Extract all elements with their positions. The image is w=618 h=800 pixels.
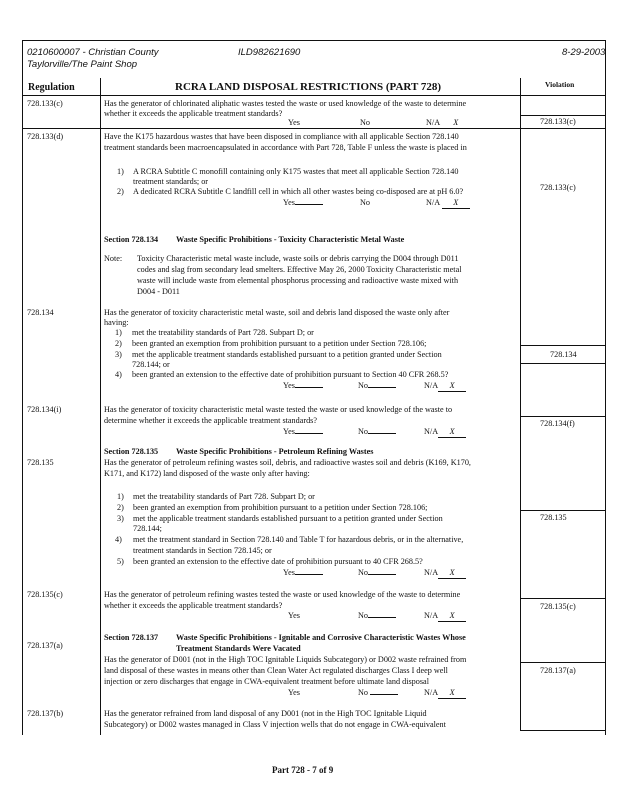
na-answer[interactable]: N/A X <box>426 118 470 129</box>
item-text: A RCRA Subtitle C monofill containing only K175 wastes that meet all applicable Section 728.140 <box>133 167 459 176</box>
question-text: Have the K175 hazardous wastes that have been disposed in compliance with all applicable Section 728.140 <box>104 132 459 141</box>
violation-rule <box>520 662 606 663</box>
violation-rule <box>520 115 606 116</box>
yes-label: Yes <box>288 611 300 620</box>
regulation-code: 728.134 <box>27 308 54 317</box>
section-title: Waste Specific Prohibitions - Ignitable and Corrosive Characteristic Wastes Whose <box>176 633 466 642</box>
violation-code: 728.133(c) <box>540 183 576 192</box>
no-label: No <box>360 118 371 127</box>
item-number: 2) <box>117 187 124 196</box>
section-number: Section 728.135 <box>104 447 159 456</box>
violation-rule <box>520 416 606 417</box>
facility-name: Taylorville/The Paint Shop <box>27 59 138 70</box>
page-footer: Part 728 - 7 of 9 <box>272 765 334 775</box>
no-answer[interactable]: No <box>358 381 396 391</box>
question-text: land disposal of these wastes in means other than Clean Water Act regulated discharges Class I deep well <box>104 666 448 675</box>
no-answer[interactable]: No <box>358 688 398 698</box>
regulation-code: 728.137(a) <box>27 641 63 650</box>
item-number: 1) <box>117 167 124 176</box>
header-rule <box>22 95 606 96</box>
question-text: K171, and K172) land disposed of the waste only after having: <box>104 469 310 478</box>
regulation-code: 728.133(c) <box>27 99 63 108</box>
violation-bottom-rule <box>520 730 606 731</box>
violation-column-line <box>520 78 521 730</box>
yes-answer[interactable]: Yes <box>283 198 323 208</box>
item-text: met the treatability standards of Part 728. Subpart D; or <box>132 328 314 337</box>
question-text: Subcategory) or D002 wastes managed in Class V injection wells that do not engage in CWA-equivalent <box>104 720 446 729</box>
question-text: Has the generator of toxicity characteristic metal waste, soil and debris land disposed the waste only after <box>104 308 450 317</box>
question-text: Has the generator of toxicity characteristic metal waste tested the waste or used knowledge of the waste to <box>104 405 453 414</box>
na-answer[interactable]: N/A X <box>424 688 466 699</box>
yes-label: Yes <box>288 688 300 697</box>
question-text: whether it exceeds the applicable treatment standards? <box>104 601 283 610</box>
violation-rule <box>520 363 606 364</box>
item-text: treatment standards; or <box>133 177 209 186</box>
violation-code: 728.135 <box>540 513 567 522</box>
item-number: 2) <box>115 339 122 348</box>
na-answer[interactable]: N/A X <box>424 611 466 622</box>
regulation-code: 728.135(c) <box>27 590 63 599</box>
violation-code: 728.135(c) <box>540 602 576 611</box>
yes-answer[interactable]: Yes <box>283 381 323 391</box>
note-text: waste will include waste from elemental phosphorus processing and radioactive waste mixed with <box>137 276 459 285</box>
question-text: Has the generator of petroleum refining wastes soil, debris, and radioactive wastes soil and debris (K169, K170, <box>104 458 471 467</box>
item-text: met the applicable treatment standards established pursuant to a petition granted under Section <box>133 514 443 523</box>
item-text: been granted an extension to the effective date of prohibition pursuant to Section 40 CFR 268.5? <box>132 370 449 379</box>
item-number: 2) <box>117 503 124 512</box>
na-answer[interactable]: N/A X <box>424 381 466 392</box>
item-number: 5) <box>117 557 124 566</box>
na-answer[interactable]: N/A X <box>424 568 466 579</box>
violation-rule <box>520 598 606 599</box>
violation-code: 728.134 <box>550 350 577 359</box>
yes-answer[interactable]: Yes <box>283 427 323 437</box>
section-title: Treatment Standards Were Vacated <box>176 644 301 653</box>
note-text: D004 - D011 <box>137 287 180 296</box>
note-text: Toxicity Characteristic metal waste include, waste soils or debris carrying the D004 through D011 <box>137 254 459 263</box>
na-answer[interactable]: N/A X <box>426 198 470 209</box>
violation-rule <box>520 345 606 346</box>
section-number: Section 728.137 <box>104 633 159 642</box>
item-text: met the treatability standards of Part 728. Subpart D; or <box>133 492 315 501</box>
item-text: A dedicated RCRA Subtitle C landfill cell in which all other wastes being co-disposed are at pH 6.0? <box>133 187 464 196</box>
section-title: Waste Specific Prohibitions - Petroleum Refining Wastes <box>176 447 374 456</box>
no-answer[interactable]: No <box>358 611 396 621</box>
facility-id: 0210600007 - Christian County <box>27 47 159 58</box>
no-label: No <box>360 198 371 207</box>
item-number: 1) <box>115 328 122 337</box>
row-rule <box>22 128 606 129</box>
item-text: 728.144; <box>133 524 162 533</box>
item-text: been granted an extension to the effective date of prohibition pursuant to 40 CFR 268.5? <box>133 557 423 566</box>
item-text: met the applicable treatment standards established pursuant to a petition granted under Section <box>132 350 442 359</box>
yes-label: Yes <box>288 118 300 127</box>
question-text: Has the generator of chlorinated aliphatic wastes tested the waste or used knowledge of the waste to determine <box>104 99 467 108</box>
regulation-code: 728.133(d) <box>27 132 64 141</box>
question-text: whether it exceeds the applicable treatment standards? <box>104 109 283 118</box>
question-text: Has the generator of petroleum refining wastes tested the waste or used knowledge of the waste to determine <box>104 590 461 599</box>
note-text: codes and slag from secondary lead smelters. Effective May 26, 2000 Toxicity Characteristic metal <box>137 265 462 274</box>
violation-code: 728.134(f) <box>540 419 575 428</box>
regulation-code: 728.137(b) <box>27 709 64 718</box>
report-date: 8-29-2003 <box>562 47 606 58</box>
violation-rule <box>520 510 606 511</box>
item-number: 3) <box>115 350 122 359</box>
item-number: 3) <box>117 514 124 523</box>
note-label: Note: <box>104 254 123 263</box>
item-text: 728.144; or <box>132 360 170 369</box>
violation-code: 728.137(a) <box>540 666 576 675</box>
regulation-code: 728.135 <box>27 458 54 467</box>
item-text: treatment standards in Section 728.145; or <box>133 546 272 555</box>
item-text: met the treatment standard in Section 728.140 and Table T for hazardous debris, or in the alternative, <box>133 535 464 544</box>
regulation-header: Regulation <box>28 82 75 93</box>
question-text: having: <box>104 318 129 327</box>
right-border <box>605 40 606 735</box>
question-text: Has the generator refrained from land disposal of any D001 (not in the High TOC Ignitable Liquid <box>104 709 427 718</box>
section-title: Waste Specific Prohibitions - Toxicity Characteristic Metal Waste <box>176 235 405 244</box>
regulation-code: 728.134(i) <box>27 405 62 414</box>
no-answer[interactable]: No <box>358 568 396 578</box>
item-number: 4) <box>115 535 122 544</box>
epa-id: ILD982621690 <box>238 47 301 58</box>
violation-header: Violation <box>545 80 575 89</box>
regulation-column-line <box>100 78 101 735</box>
violation-code: 728.133(c) <box>540 117 576 126</box>
item-number: 1) <box>117 492 124 501</box>
top-border <box>22 40 606 41</box>
table-title: RCRA LAND DISPOSAL RESTRICTIONS (PART 728) <box>175 81 442 93</box>
item-text: been granted an exemption from prohibition pursuant to a petition under Section 728.106; <box>133 503 428 512</box>
left-border <box>22 40 23 735</box>
section-number: Section 728.134 <box>104 235 159 244</box>
item-text: been granted an exemption from prohibition pursuant to a petition under Section 728.106; <box>132 339 427 348</box>
na-answer[interactable]: N/A X <box>424 427 466 438</box>
question-text: Has the generator of D001 (not in the High TOC Ignitable Liquids Subcategory) or D002 waste refrained from <box>104 655 467 664</box>
no-answer[interactable]: No <box>358 427 396 437</box>
yes-answer[interactable]: Yes <box>283 568 323 578</box>
item-number: 4) <box>115 370 122 379</box>
question-text: treatment standards been macroencapsulated in accordance with Part 728, Table F unless the waste is placed in <box>104 143 467 152</box>
question-text: injection or zero discharges that engage in CWA-equivalent treatment before ultimate land disposal <box>104 677 429 686</box>
question-text: determine whether it exceeds the applicable treatment standards? <box>104 416 318 425</box>
